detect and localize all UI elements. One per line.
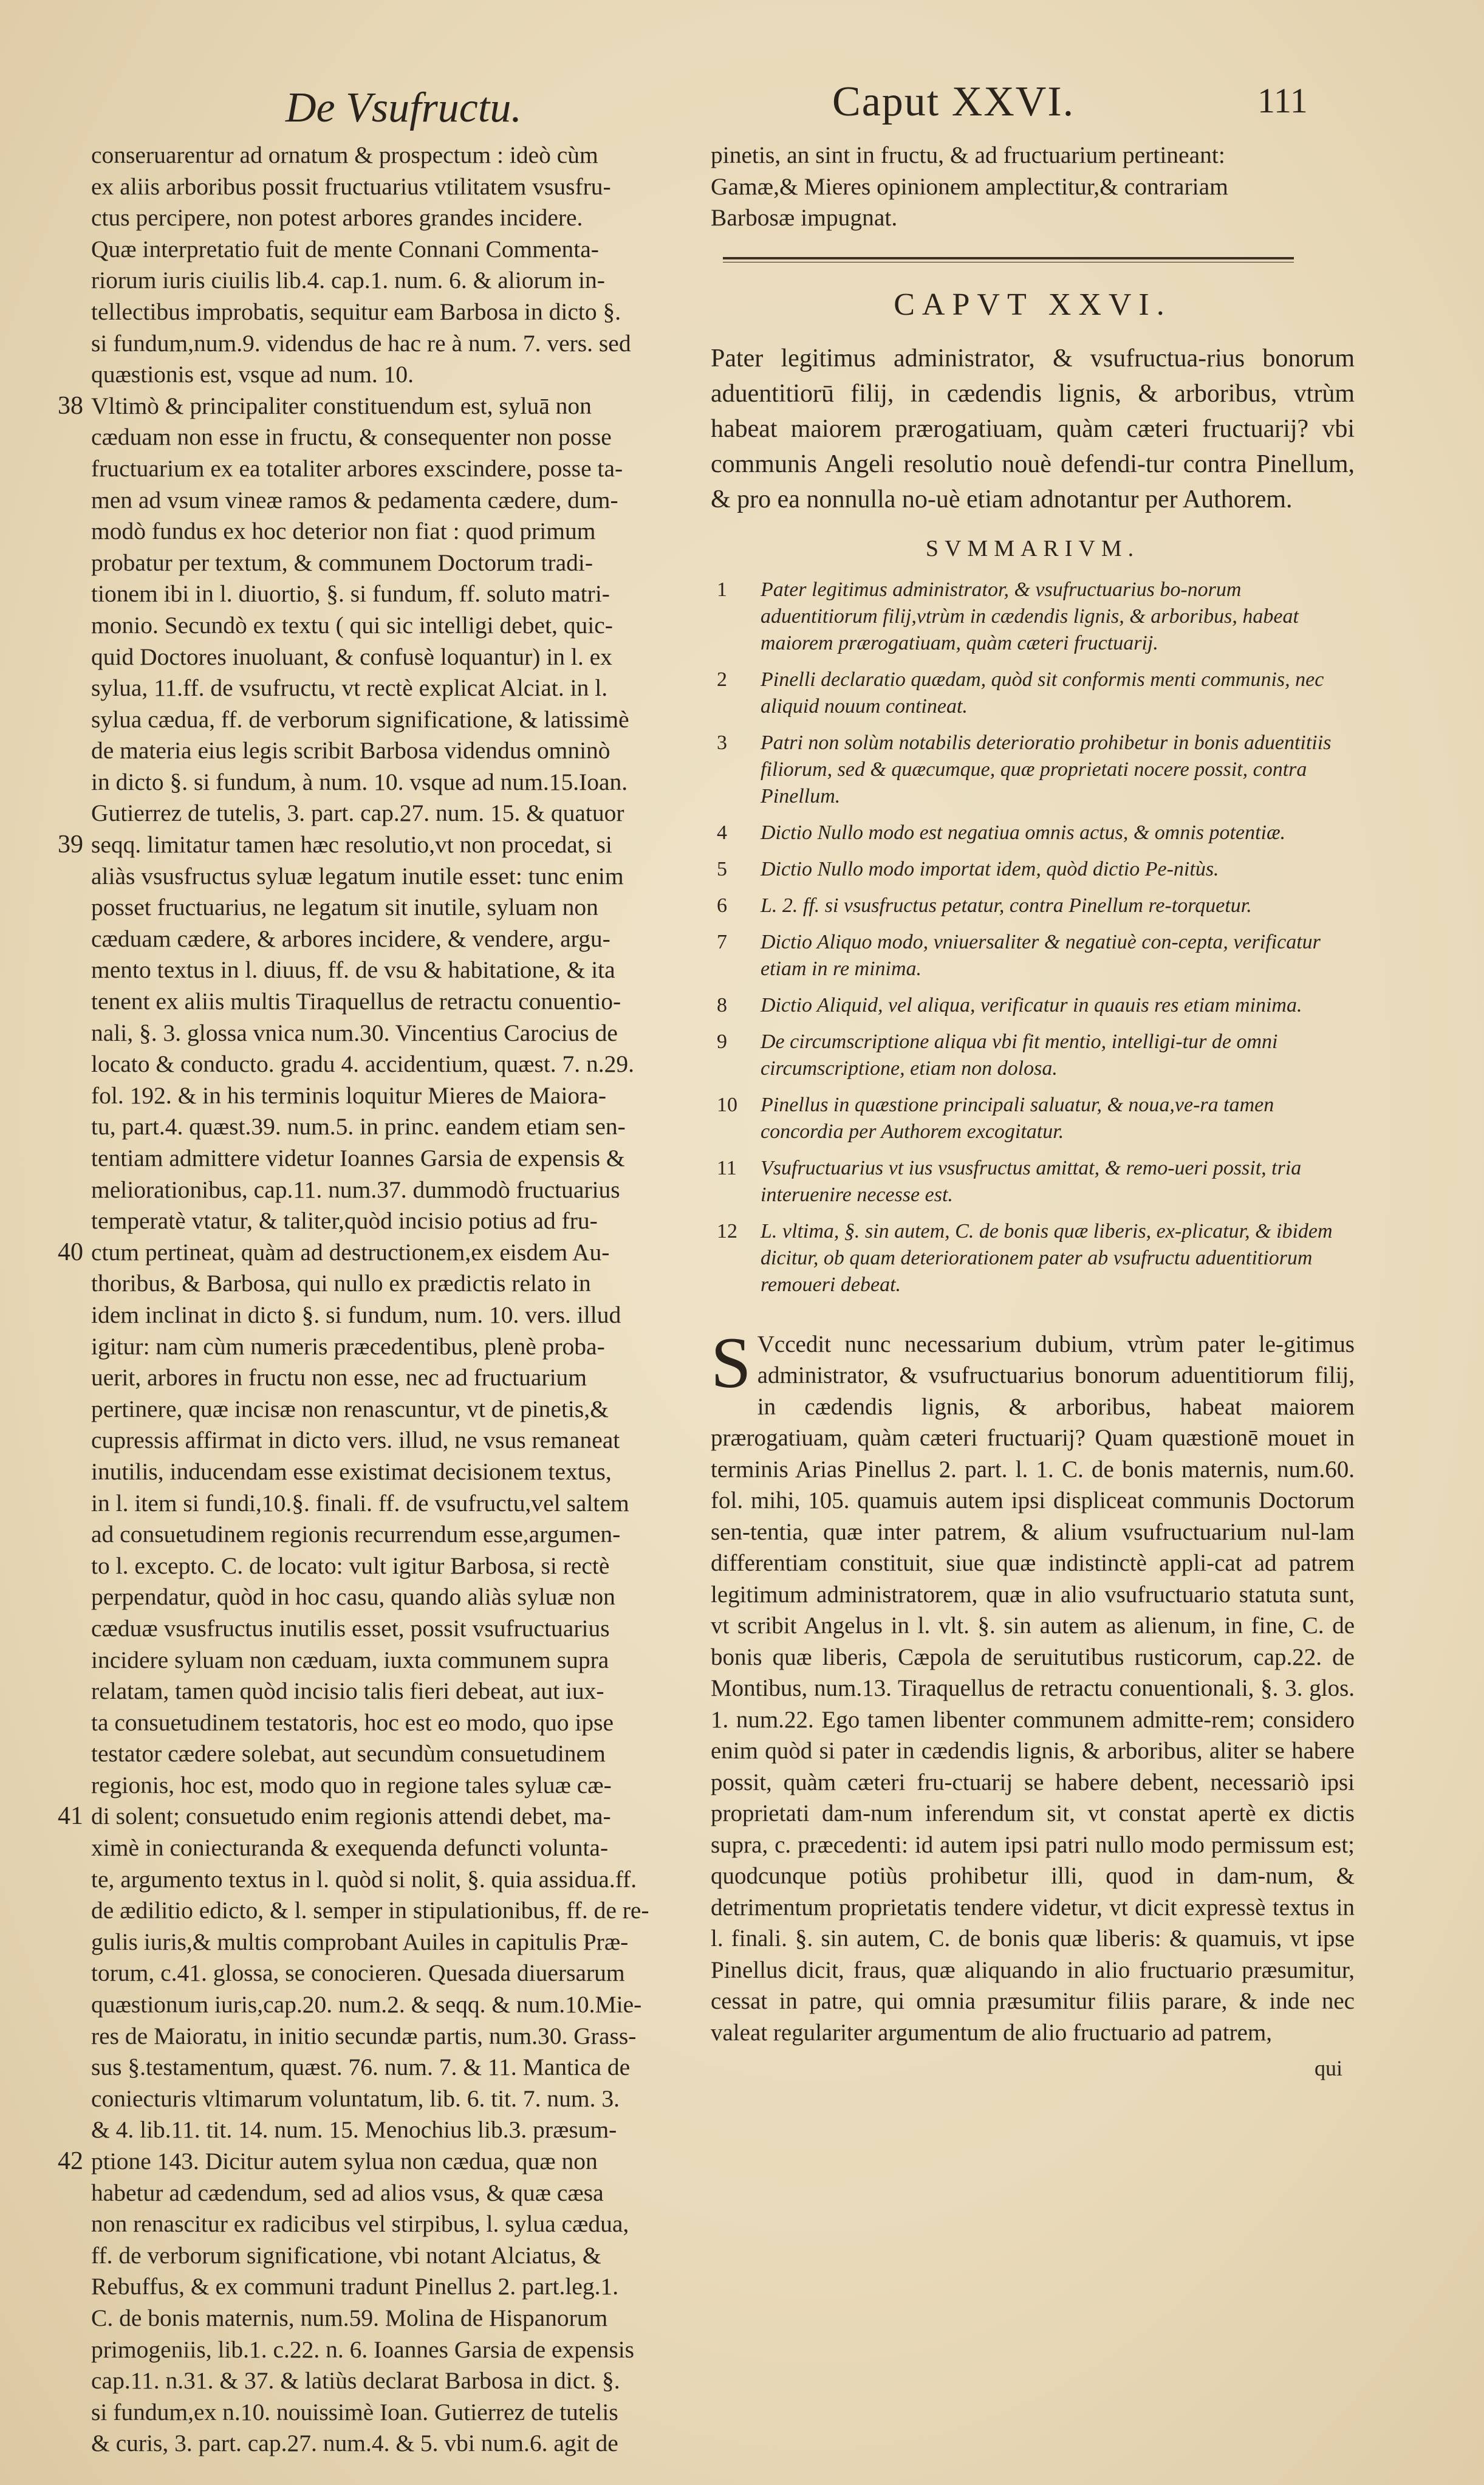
summarium-title: SVMMARIVM. bbox=[925, 535, 1140, 561]
summary-number: 11 bbox=[717, 1156, 737, 1179]
main-text bbox=[711, 1321, 1355, 2081]
line-text: C. de bonis maternis, num.59. Molina de Hispanorum bbox=[91, 2304, 608, 2331]
text-line bbox=[67, 2209, 692, 2240]
summary-item bbox=[711, 730, 1355, 810]
text-line bbox=[67, 1268, 692, 1300]
summary-text: Pinelli declaratio quædam, quòd sit conformis menti communis, nec aliquid nouum contineat. bbox=[761, 668, 1324, 718]
text-line bbox=[67, 1864, 692, 1896]
summary-item bbox=[711, 929, 1355, 982]
line-text: torum, c.41. glossa, se conocieren. Quesada diuersarum bbox=[91, 1959, 625, 1987]
line-text: si fundum,ex n.10. nouissimè Ioan. Gutierrez de tutelis bbox=[91, 2398, 618, 2425]
line-text: modò fundus ex hoc deterior non fiat : quod primum bbox=[91, 518, 596, 545]
line-text: quid Doctores inuoluant, & confusè loquantur) in l. ex bbox=[91, 643, 612, 670]
summary-item bbox=[711, 1029, 1355, 1082]
text-line bbox=[67, 735, 692, 767]
text-line bbox=[67, 1049, 692, 1080]
summary-text: L. vltima, §. sin autem, C. de bonis quæ liberis, ex-plicatur, & ibidem dicitur, ob quam deteriorationem pater ab vsufructu aduentitiorum remoueri debeat. bbox=[761, 1219, 1333, 1296]
main-paragraph-text: Vccedit nunc necessarium dubium, vtrùm pater le-gitimus administrator, & vsufructuarius bonorum aduentitiorum filij, in cædendis lignis, & arboribus, habeat maiorem prærogatiuam, quàm cæteri fructuarij? Quam quæstionē mouet in terminis Arias Pinellus 2. part. l. 1. C. de bonis maternis, num.60. fol. mihi, 105. quamuis autem ipsi displiceat communis Doctorum sen-tentia, quæ inter patrem, & alium vsufructuarium nul-lam differentiam constituit, siue quæ indistinctè appli-cat ad patrem legitimum administratorem, quæ in alio vsufructuario statuta sunt, vt scribit Angelus in l. vlt. §. sin autem as alienum, in fine, C. de bonis quæ liberis, Cæpola de seruitutibus rusticorum, cap.22. de Montibus, num.13. Tiraquellus de retractu conuentionali, §. 3. glos. 1. num.22. Ego tamen libenter communem admitte-rem; considero enim quòd si pater in cædendis lignis, & arboribus, aliter se habere possit, quàm cæteri fru-ctuarij se habere debent, necessariò ipsi proprietati dam-num inferendum sit, vt constat apertè ex dictis supra, c. præcedenti: id autem ipsi patri nullo modo permissum est; quodcunque potiùs prohibetur illi, quod in dam-num, & detrimentum proprietatis tendere videtur, vt dicit expressè textus in l. finali. §. sin autem, C. de bonis quæ liberis: & quamuis, vt ipse Pinellus dicit, fraus, quæ aliquando in alio fructuario præsumitur, cessat in patre, qui omnia præsumitur filiis parare, & inde nec valeat regulariter argumentum de alio fructuario ad patrem, bbox=[711, 1331, 1355, 2046]
text-line bbox=[67, 453, 692, 485]
line-text: locato & conducto. gradu 4. accidentium, quæst. 7. n.29. bbox=[91, 1051, 635, 1078]
text-line bbox=[67, 2271, 692, 2303]
line-text: sylua cædua, ff. de verborum significatione, & latissimè bbox=[91, 705, 629, 733]
summary-text: Dictio Nullo modo importat idem, quòd dictio Pe-nitùs. bbox=[761, 857, 1219, 880]
text-line bbox=[67, 2114, 692, 2146]
text-line bbox=[67, 140, 692, 171]
text-line bbox=[67, 359, 692, 391]
summary-number: 2 bbox=[717, 668, 727, 691]
text-line bbox=[67, 767, 692, 798]
chapter-title: CAPVT XXVI. bbox=[894, 287, 1172, 322]
line-text: idem inclinat in dicto §. si fundum, num. 10. vers. illud bbox=[91, 1301, 621, 1328]
summary-item bbox=[711, 992, 1355, 1019]
opening-line: pinetis, an sint in fructu, & ad fructuarium pertineant: bbox=[711, 142, 1225, 168]
text-line bbox=[58, 1237, 692, 1269]
text-line bbox=[67, 1331, 692, 1363]
chapter-description: Pater legitimus administrator, & vsufructua-rius bonorum aduentitiorū filij, in cædendis lignis, & arboribus, vtrùm habeat maiorem prærogatiuam, quàm cæteri fructuarij? vbi communis Angeli resolutio nouè defendi-tur contra Pinellum, & pro ea nonnulla no-uè etiam adnotantur per Authorem. bbox=[711, 344, 1355, 513]
line-text: ad consuetudinem regionis recurrendum esse,argumen- bbox=[91, 1521, 621, 1548]
text-line bbox=[67, 1362, 692, 1394]
running-head bbox=[0, 66, 1484, 132]
line-text: tu, part.4. quæst.39. num.5. in princ. eandem etiam sen- bbox=[91, 1113, 626, 1140]
line-text: Vltimò & principaliter constituendum est, syluā non bbox=[91, 392, 592, 419]
text-line bbox=[67, 171, 692, 203]
line-text: cæduam non esse in fructu, & consequenter non posse bbox=[91, 423, 612, 451]
line-text: cæduæ vsusfructus inutilis esset, possit vsufructuarius bbox=[91, 1614, 610, 1642]
margin-number: 42 bbox=[58, 2147, 83, 2175]
chapter-rule bbox=[723, 257, 1294, 259]
line-text: si fundum,num.9. videndus de hac re à num. 7. vers. sed bbox=[91, 329, 631, 357]
line-text: inutilis, inducendam esse existimat decisionem textus, bbox=[91, 1458, 612, 1485]
line-text: fol. 192. & in his terminis loquitur Mieres de Maiora- bbox=[91, 1081, 607, 1109]
line-text: de materia eius legis scribit Barbosa videndus omninò bbox=[91, 737, 610, 764]
line-text: in dicto §. si fundum, à num. 10. vsque ad num.15.Ioan. bbox=[91, 768, 628, 795]
line-text: incidere syluam non cæduam, iuxta communem supra bbox=[91, 1646, 609, 1673]
line-text: sylua, 11.ff. de vsufructu, vt rectè explicat Alciat. in l. bbox=[91, 674, 608, 702]
text-line bbox=[67, 2303, 692, 2334]
text-line bbox=[67, 673, 692, 704]
line-text: riorum iuris ciuilis lib.4. cap.1. num. 6. & aliorum in- bbox=[91, 267, 605, 294]
line-text: primogeniis, lib.1. c.22. n. 6. Ioannes Garsia de expensis bbox=[91, 2336, 635, 2363]
line-text: temperatè vtatur, & taliter,quòd incisio potius ad fru- bbox=[91, 1207, 598, 1235]
summary-item bbox=[711, 667, 1355, 720]
line-text: sus §.testamentum, quæst. 76. num. 7. & 11. Mantica de bbox=[91, 2054, 631, 2081]
text-line bbox=[67, 1645, 692, 1676]
line-text: Quæ interpretatio fuit de mente Connani Commenta- bbox=[91, 235, 599, 262]
line-text: ptione 143. Dicitur autem sylua non cædua, quæ non bbox=[91, 2148, 598, 2175]
line-text: habetur ad cædendum, sed ad alios vsus, & quæ cæsa bbox=[91, 2179, 604, 2206]
text-line bbox=[67, 516, 692, 547]
summary-text: L. 2. ff. si vsusfructus petatur, contra Pinellum re-torquetur. bbox=[761, 894, 1252, 917]
line-text: pertinere, quæ incisæ non renascuntur, vt de pinetis,& bbox=[91, 1395, 609, 1422]
summary-text: Pinellus in quæstione principali saluatur, & noua,ve-ra tamen concordia per Authorem excogitatur. bbox=[761, 1093, 1274, 1143]
line-text: Gutierrez de tutelis, 3. part. cap.27. num. 15. & quatuor bbox=[91, 800, 624, 827]
line-text: Rebuffus, & ex communi tradunt Pinellus 2. part.leg.1. bbox=[91, 2273, 619, 2300]
text-line bbox=[67, 2021, 692, 2052]
text-line bbox=[67, 1111, 692, 1143]
text-line bbox=[67, 1174, 692, 1206]
summary-number: 5 bbox=[717, 857, 727, 880]
margin-number: 40 bbox=[58, 1238, 83, 1266]
line-text: ta consuetudinem testatoris, hoc est eo modo, quo ipse bbox=[91, 1709, 614, 1736]
running-head-left: De Vsufructu. bbox=[286, 84, 522, 131]
line-text: igitur: nam cùm numeris præcedentibus, plenè proba- bbox=[91, 1332, 605, 1360]
summary-number: 3 bbox=[717, 731, 727, 754]
text-line bbox=[67, 2083, 692, 2115]
summary-number: 10 bbox=[717, 1093, 737, 1116]
summary-number: 6 bbox=[717, 894, 727, 917]
text-line bbox=[67, 485, 692, 516]
summary-text: Patri non solùm notabilis deterioratio prohibetur in bonis aduentitiis filiorum, sed & quæcumque, quæ proprietati nocere possit, contra Pinellum. bbox=[761, 731, 1332, 807]
text-line bbox=[67, 1488, 692, 1520]
text-line bbox=[67, 234, 692, 266]
text-line bbox=[58, 1801, 692, 1832]
line-text: to l. excepto. C. de locato: vult igitur Barbosa, si rectè bbox=[91, 1552, 610, 1579]
line-text: gulis iuris,& multis comprobant Auiles in capitulis Præ- bbox=[91, 1928, 629, 1955]
summary-number: 4 bbox=[717, 821, 727, 844]
text-line bbox=[67, 1738, 692, 1770]
left-column bbox=[58, 140, 692, 2459]
text-line bbox=[67, 892, 692, 924]
text-line bbox=[67, 986, 692, 1018]
line-text: conseruarentur ad ornatum & prospectum : ideò cùm bbox=[91, 142, 598, 168]
text-line bbox=[67, 861, 692, 893]
text-line bbox=[58, 829, 692, 861]
line-text: tenent ex aliis multis Tiraquellus de retractu conuentio- bbox=[91, 988, 621, 1015]
summary-text: De circumscriptione aliqua vbi fit mentio, intelligi-tur de omni circumscriptione, etiam non dolosa. bbox=[761, 1030, 1278, 1080]
text-line bbox=[67, 1770, 692, 1801]
summary-number: 8 bbox=[717, 993, 727, 1016]
line-text: quæstionis est, vsque ad num. 10. bbox=[91, 361, 414, 388]
line-text: cæduam cædere, & arbores incidere, & vendere, argu- bbox=[91, 925, 610, 952]
text-line bbox=[67, 2178, 692, 2209]
text-line bbox=[67, 1676, 692, 1707]
text-line bbox=[67, 2428, 692, 2459]
text-line bbox=[67, 1707, 692, 1739]
summary-text: Pater legitimus administrator, & vsufructuarius bo-norum aduentitiorum filij,vtrùm in cædendis lignis, & arboribus, habeat maiorem prærogatiuam, quàm cæteri fructuarij. bbox=[761, 578, 1299, 654]
margin-number: 38 bbox=[58, 391, 83, 420]
text-line bbox=[67, 1958, 692, 1989]
summary-text: Vsufructuarius vt ius vsusfructus amittat, & remo-ueri possit, tria interuenire necesse est. bbox=[761, 1156, 1302, 1206]
margin-number: 41 bbox=[58, 1802, 83, 1831]
summary-list bbox=[711, 577, 1355, 1298]
opening-line: Gamæ,& Mieres opinionem amplectitur,& contrariam bbox=[711, 173, 1228, 200]
line-text: thoribus, & Barbosa, qui nullo ex prædictis relato in bbox=[91, 1270, 591, 1297]
text-line bbox=[67, 1300, 692, 1331]
text-line bbox=[67, 1394, 692, 1425]
text-line bbox=[67, 1143, 692, 1174]
running-head-center: Caput XXVI. bbox=[832, 78, 1075, 125]
line-text: tentiam admittere videtur Ioannes Garsia de expensis & bbox=[91, 1145, 625, 1171]
text-line bbox=[67, 1927, 692, 1958]
line-text: relatam, tamen quòd incisio talis fieri debeat, aut iux- bbox=[91, 1678, 604, 1705]
text-line bbox=[67, 265, 692, 296]
line-text: regionis, hoc est, modo quo in regione tales syluæ cæ- bbox=[91, 1771, 612, 1798]
line-text: tionem ibi in l. diuortio, §. si fundum, ff. soluto matri- bbox=[91, 580, 610, 608]
line-text: tellectibus improbatis, sequitur eam Barbosa in dicto §. bbox=[91, 298, 621, 325]
line-text: ex aliis arboribus possit fructuarius vtilitatem vsusfru- bbox=[91, 173, 611, 200]
margin-number: 39 bbox=[58, 831, 83, 859]
text-line bbox=[67, 955, 692, 986]
text-line bbox=[58, 391, 692, 422]
line-text: res de Maioratu, in initio secundæ partis, num.30. Grass- bbox=[91, 2022, 637, 2049]
text-line bbox=[67, 1080, 692, 1112]
summary-number: 7 bbox=[717, 930, 727, 953]
text-line bbox=[67, 328, 692, 360]
line-text: te, argumento textus in l. quòd si nolit, §. quia assidua.ff. bbox=[91, 1865, 637, 1893]
text-line bbox=[67, 296, 692, 328]
line-text: men ad vsum vineæ ramos & pedamenta cædere, dum- bbox=[91, 486, 618, 513]
line-text: mento textus in l. diuus, ff. de vsu & habitatione, & ita bbox=[91, 956, 615, 984]
summary-item bbox=[711, 856, 1355, 883]
line-text: aliàs vsusfructus syluæ legatum inutile esset: tunc enim bbox=[91, 862, 624, 889]
text-line bbox=[67, 1832, 692, 1864]
text-line bbox=[67, 1519, 692, 1551]
line-text: non renascitur ex radicibus vel stirpibus, l. sylua cædua, bbox=[91, 2210, 629, 2238]
text-line bbox=[67, 202, 692, 234]
summary-text: Dictio Aliquid, vel aliqua, verificatur in quauis res etiam minima. bbox=[761, 993, 1302, 1016]
summary-item bbox=[711, 577, 1355, 657]
line-text: ff. de verborum significatione, vbi notant Alciatus, & bbox=[91, 2241, 601, 2269]
line-text: monio. Secundò ex textu ( qui sic intelligi debet, quic- bbox=[91, 611, 613, 639]
text-line bbox=[67, 704, 692, 736]
text-line bbox=[58, 2146, 692, 2178]
text-line bbox=[67, 1989, 692, 2021]
line-text: coniecturis vltimarum voluntatum, lib. 6. tit. 7. num. 3. bbox=[91, 2085, 620, 2112]
summary-item bbox=[711, 893, 1355, 919]
right-column bbox=[711, 140, 1355, 2081]
opening-line: Barbosæ impugnat. bbox=[711, 204, 898, 231]
line-text: cap.11. n.31. & 37. & latiùs declarat Barbosa in dict. §. bbox=[91, 2367, 620, 2394]
text-line bbox=[67, 1456, 692, 1488]
text-line bbox=[67, 1613, 692, 1645]
summary-number: 1 bbox=[717, 578, 727, 601]
summary-text: Dictio Nullo modo est negatiua omnis actus, & omnis potentiæ. bbox=[761, 821, 1286, 844]
line-text: ximè in coniecturanda & exequenda defuncti volunta- bbox=[91, 1834, 609, 1862]
line-text: & curis, 3. part. cap.27. num.4. & 5. vbi num.6. agit de bbox=[91, 2430, 618, 2457]
text-line bbox=[67, 2365, 692, 2397]
text-line bbox=[67, 422, 692, 453]
text-line bbox=[67, 2334, 692, 2366]
summary-number: 9 bbox=[717, 1030, 727, 1053]
summary-item bbox=[711, 1218, 1355, 1298]
text-line bbox=[67, 578, 692, 610]
summary-number: 12 bbox=[717, 1219, 737, 1242]
summary-text: Dictio Aliquo modo, vniuersaliter & negatiuè con-cepta, verificatur etiam in re minima. bbox=[761, 930, 1321, 980]
text-line bbox=[67, 610, 692, 642]
summary-item bbox=[711, 820, 1355, 846]
text-line bbox=[67, 2397, 692, 2428]
line-text: meliorationibus, cap.11. num.37. dummodò fructuarius bbox=[91, 1176, 620, 1203]
text-line bbox=[67, 1425, 692, 1456]
line-text: fructuarium ex ea totaliter arbores exscindere, posse ta- bbox=[91, 454, 623, 482]
line-text: nali, §. 3. glossa vnica num.30. Vincentius Carocius de bbox=[91, 1019, 618, 1046]
line-text: uerit, arbores in fructu non esse, nec ad fructuarium bbox=[91, 1364, 587, 1391]
line-text: & 4. lib.11. tit. 14. num. 15. Menochius lib.3. præsum- bbox=[91, 2116, 617, 2144]
line-text: probatur per textum, & communem Doctorum tradi- bbox=[91, 549, 593, 576]
text-line bbox=[67, 642, 692, 673]
line-text: cupressis affirmat in dicto vers. illud, ne vsus remaneat bbox=[91, 1427, 620, 1454]
text-line bbox=[67, 1582, 692, 1613]
line-text: ctus percipere, non potest arbores grandes incidere. bbox=[91, 204, 583, 231]
line-text: ctum pertineat, quàm ad destructionem,ex eisdem Au- bbox=[91, 1238, 610, 1266]
drop-cap: S bbox=[711, 1321, 751, 1403]
catchword: qui bbox=[1314, 2056, 1342, 2081]
text-line bbox=[67, 2240, 692, 2272]
main-paragraph bbox=[711, 1321, 1355, 2049]
line-text: testator cædere solebat, aut secundùm consuetudinem bbox=[91, 1740, 606, 1767]
text-line bbox=[67, 924, 692, 955]
text-line bbox=[67, 798, 692, 829]
text-line bbox=[67, 1018, 692, 1049]
line-text: quæstionum iuris,cap.20. num.2. & seqq. & num.10.Mie- bbox=[91, 1991, 642, 2018]
line-text: perpendatur, quòd in hoc casu, quando aliàs syluæ non bbox=[91, 1583, 615, 1611]
line-text: seqq. limitatur tamen hæc resolutio,vt non procedat, si bbox=[91, 831, 612, 859]
text-line bbox=[67, 1551, 692, 1582]
text-line bbox=[67, 1205, 692, 1237]
opening-lines bbox=[711, 140, 1355, 234]
text-line bbox=[67, 1895, 692, 1927]
line-text: posset fructuarius, ne legatum sit inutile, syluam non bbox=[91, 894, 598, 921]
line-text: in l. item si fundi,10.§. finali. ff. de vsufructu,vel saltem bbox=[91, 1489, 629, 1517]
line-text: di solent; consuetudo enim regionis attendi debet, ma- bbox=[91, 1803, 611, 1830]
text-line bbox=[67, 547, 692, 579]
summary-item bbox=[711, 1155, 1355, 1208]
line-text: de ædilitio edicto, & l. semper in stipulationibus, ff. de re- bbox=[91, 1897, 649, 1924]
text-line bbox=[67, 2052, 692, 2083]
page-number: 111 bbox=[1257, 81, 1308, 120]
summary-item bbox=[711, 1092, 1355, 1145]
